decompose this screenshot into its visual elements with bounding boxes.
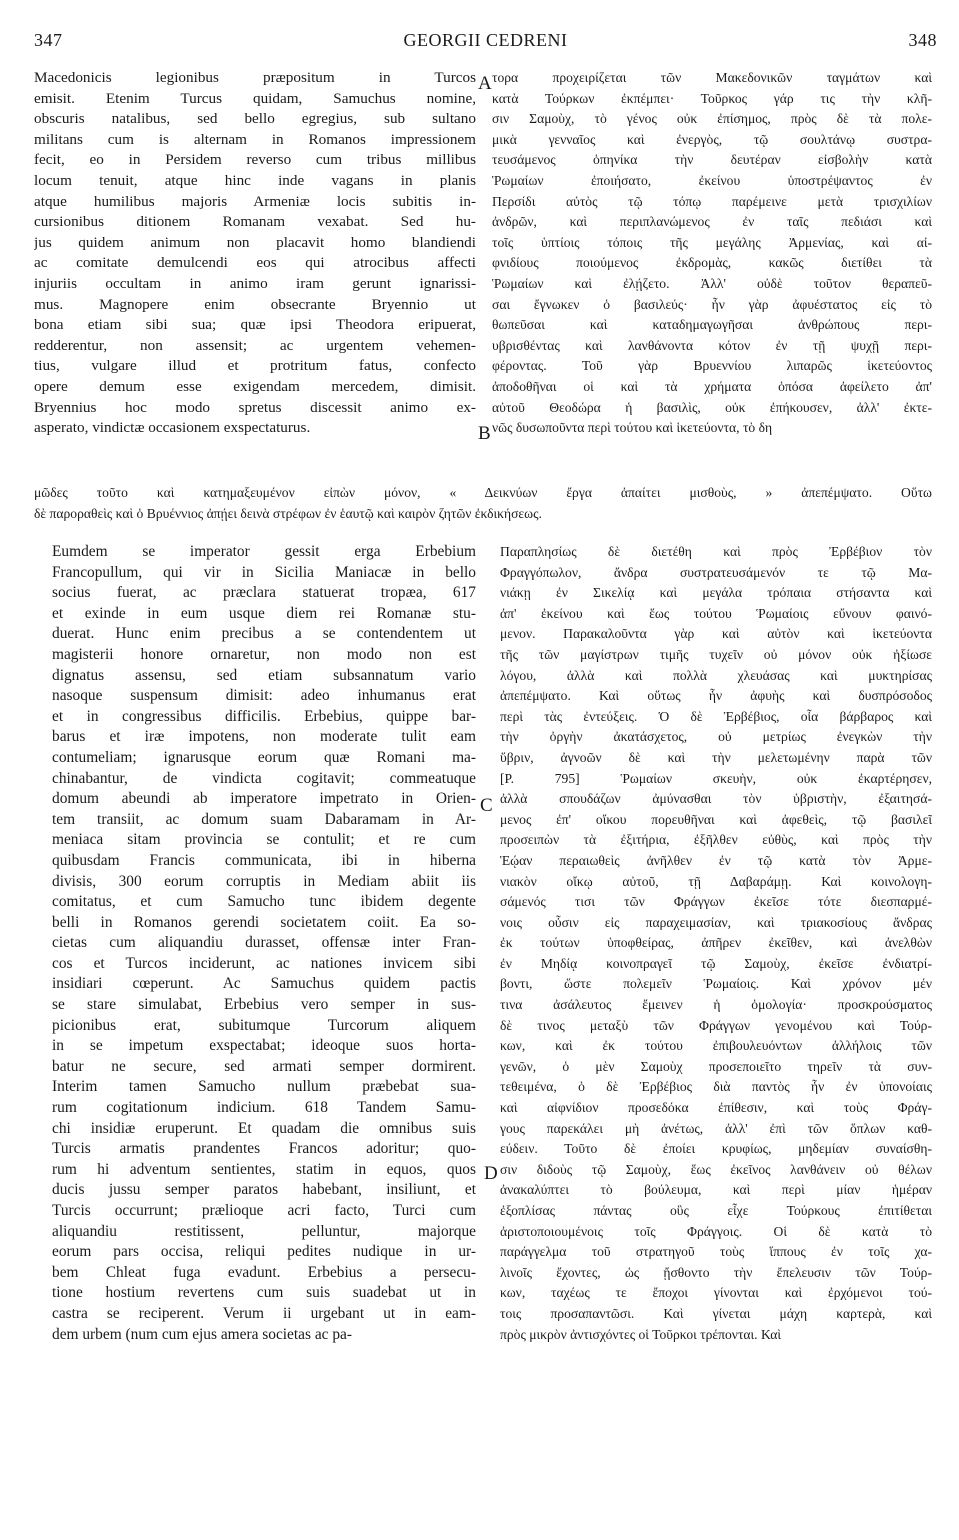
greek-full-width-lines: [34, 482, 932, 523]
greek-text-line: γους παρεκάλει μὴ ἀνέτως, ἀλλ' ἐπὶ τῶν ὅπλων καθ-: [500, 1120, 932, 1136]
greek-text-line: τῆς τῶν μαγίστρων τιμῆς τυχεῖν οὐ μόνον οὐκ ἠξίωσε: [500, 646, 932, 662]
greek-text-line: ἐξοπλίσας πάντας οὓς εἶχε Τούρκους ἐπιτίθεται: [500, 1203, 932, 1218]
greek-text-line: παράγγελμα τοῦ στρατηγοῦ τοὺς ἵππους ἐν τοῖς χα-: [500, 1244, 932, 1260]
greek-text-line: καὶ αἰφνίδιον προσεδόκα ἐπίθεσιν, καὶ τοὺς Φράγ-: [500, 1100, 932, 1116]
greek-text-line: ἀλλὰ σπουδάζων ἀμύνασθαι τὸν ὑβριστὴν, ἐξαιτησά-: [500, 791, 932, 807]
greek-text-line: δὲ τινος μεταξὺ τῶν Φράγγων γενομένου καὶ Τούρ-: [500, 1017, 932, 1033]
greek-text-line: Παραπλησίως δὲ διετέθη καὶ πρὸς Ἐρβέβιον τὸν: [500, 544, 932, 559]
greek-text-line: μικὰ γενναῖος καὶ ἐνεργὸς, τῷ σουλτάνῳ συστρα-: [492, 131, 932, 147]
greek-text-line: τευσάμενος ὁπηνίκα τὴν δευτέραν εἰσβολὴν κατὰ: [492, 152, 932, 168]
greek-text-line: κων, καὶ ἐκ τούτου ἐπιβουλευόντων ἀλλήλοις τῶν: [500, 1038, 932, 1054]
greek-text-line: γενῶν, ὁ μὲν Σαμοὺχ προσεποιεῖτο τηρεῖν τὰ συν-: [500, 1058, 932, 1074]
greek-span-line: μῶδες τοῦτο καὶ κατημαξευμένον εἰπὼν μόνον, « Δεικνύων ἔργα ἀπαίτει μισθοὺς, » ἀπεπέμψατο. Οὕτω: [34, 485, 932, 500]
greek-text-line: αὐτοῦ Θεοδώρα ἡ βασιλὶς, οὐκ ἐπήκουσεν, ἀλλ' ἐκτε-: [492, 399, 932, 415]
latin-text-line: magisterii honore ornaretur, non modo non est: [52, 645, 476, 663]
greek-text-line: ἀπ' ἐκείνου καὶ ἕως τούτου Ῥωμαίοις εὔνουν φαινό-: [500, 605, 932, 621]
latin-text-line: Francopullum, qui vir in Sicilia Maniacæ in bello: [52, 563, 476, 581]
latin-text-line: et in congressibus difficilis. Erbebius, quippe bar-: [52, 707, 476, 725]
latin-text-line: cietas cum aliquandiu durasset, offensæ inter Fran-: [52, 934, 476, 952]
greek-text-line: τεθειμένα, ὁ δὲ Ἐρβέβιος διὰ παντὸς ἦν ἐν ὑπονοίαις: [500, 1079, 932, 1095]
greek-text-line: νῶς δυσωποῦντα περὶ τούτου καὶ ἱκετεύοντα, τὸ δη: [492, 420, 773, 436]
greek-text-line: ἐκ τούτων ὑποφθείρας, ἀπῆρεν ἐκεῖθεν, καὶ ἀνελθὼν: [500, 935, 932, 951]
greek-text-line: ὕβριν, ἀγνοῶν δὲ καὶ τὴν μελετωμένην παρὰ τῶν: [500, 749, 932, 765]
margin-letter-c: C: [480, 795, 493, 816]
latin-text-line: Eumdem se imperator gessit erga Erbebium: [52, 543, 476, 560]
latin-text-line: Turcis armatis prandentes Francos adoritur; quo-: [52, 1140, 476, 1158]
latin-text-line: chinabantur, de vindicta cogitavit; commeatuque: [52, 769, 476, 787]
greek-text-line: κων, ταχέως τε ἔποχοι γίνονται καὶ ἐρχόμενοι τού-: [500, 1285, 932, 1301]
latin-text-line: quibusdam Francis communicata, ibi in hiberna: [52, 851, 476, 869]
latin-text-line: ac comitate demulcendi eos qui atrocibus affecti: [34, 254, 476, 272]
latin-column-bottom: [52, 541, 476, 1344]
greek-text-line: νιακὸν οἴκῳ αὐτοῦ, τῇ Δαβαράμῃ. Καὶ κοινολογη-: [500, 873, 932, 889]
right-page-number: 348: [908, 30, 937, 50]
greek-text-line: ἐν Μηδίᾳ κοινοπραγεῖ τῷ Σαμοὺχ, ἐκεῖσε ἐνδιατρί-: [500, 955, 932, 971]
greek-text-line: μενον. Παρακαλοῦντα γὰρ καὶ αὐτὸν καὶ ἱκετεύοντα: [500, 626, 932, 642]
latin-text-line: contumeliam; ignarusque eorum quæ Romani ma-: [52, 748, 476, 766]
latin-text-line: dem urbem (num cum ejus amera societas ac pa-: [52, 1325, 352, 1343]
latin-text-line: ducis jussu semper paratos habebant, insiliunt, et: [52, 1181, 476, 1199]
greek-text-line: φνιδίους ποιούμενος ἐκδρομὰς, κακῶς διετίθει τὰ: [492, 255, 932, 271]
margin-letter-b: B: [478, 423, 491, 444]
latin-text-line: duerat. Hunc enim precibus a se contendentem ut: [52, 625, 476, 643]
latin-text-line: tem transiit, ac domum suam Dabaramam in Ar-: [52, 810, 476, 828]
latin-text-line: bona etiam sibi sua; quæ ipsi Theodora eripuerat,: [34, 316, 476, 334]
greek-text-line: ἀνακαλύπτει τὸ βούλευμα, καὶ περὶ μίαν ἡμέραν: [500, 1182, 932, 1198]
latin-text-line: fecit, eo in Persidem reverso cum tribus millibus: [34, 151, 476, 169]
latin-text-line: aliquandiu restitissent, pelluntur, majorque: [52, 1222, 476, 1240]
greek-column-top: [492, 68, 932, 439]
greek-text-line: τὴν ὀργὴν ἀκατάσχετος, οὐ μετρίως ἐνεγκὼν τὴν: [500, 729, 932, 745]
running-title: GEORGII CEDRENI: [403, 30, 568, 50]
latin-text-line: cursionibus ditionem Romanam vexabat. Sed hu-: [34, 213, 476, 231]
greek-column-bottom: [500, 541, 932, 1344]
latin-text-line: Turcis occurrunt; prælioque acri facto, Turci cum: [52, 1202, 476, 1219]
latin-text-line: cos et Turcos inciderunt, ac nationes invicem sibi: [52, 954, 476, 972]
latin-text-line: in se impetum exspectabat; ideoque suos horta-: [52, 1037, 476, 1055]
latin-text-line: eorum pars occisa, reliqui pedites nudique in ur-: [52, 1243, 476, 1261]
latin-text-line: mus. Magnopere enim obsecrante Bryennio ut: [34, 295, 476, 313]
greek-text-line: εύδειν. Τοῦτο δὲ ἐποίει κρυφίως, μηδεμίαν συναίσθη-: [500, 1141, 932, 1157]
latin-text-line: jus quidem animum non placavit homo blandiendi: [34, 233, 476, 251]
latin-text-line: belli in Romanos gerendi societatem coiit. Ea so-: [52, 913, 476, 931]
greek-text-line: σάμενός τισι τῶν Φράγγων ἐκεῖσε τότε διεσπαρμέ-: [500, 894, 932, 910]
latin-text-line: comitatus, et cum Samucho tunc ibidem degente: [52, 893, 476, 911]
latin-text-line: atque humilibus majoris Armeniæ locis subitis in-: [34, 192, 476, 210]
greek-text-line: πρὸς μικρὸν ἀντισχόντες οἱ Τοῦρκοι τρέπονται. Καὶ: [500, 1326, 782, 1342]
latin-text-line: insidiari cœperunt. Ac Samuchus quidem pactis: [52, 975, 476, 993]
latin-text-line: nasoque suspensum dimisit: adeo inhumanus erat: [52, 687, 476, 705]
latin-text-line: bem Chleat fuga evadunt. Erbebius a persecu-: [52, 1263, 476, 1281]
greek-text-line: ἀποδοθῆναι οἱ καὶ τὰ χρήματα ὁπόσα ἀφείλετο ἀπ': [492, 378, 932, 394]
latin-text-line: rum hi adventum sentientes, statim in equos, quos: [52, 1160, 476, 1178]
greek-text-line: σιν Σαμοὺχ, τὸ γένος οὐκ ἐπίσημος, πρὸς δὲ τὰ πολε-: [492, 111, 932, 127]
greek-text-line: τοῖς ὑπτίοις τόποις τῆς μεγάλης Ἀρμενίας, καὶ αἰ-: [492, 234, 932, 250]
greek-text-line: Περσίδι αὐτὸς τῷ τόπῳ παρέμεινε μετὰ τρισχιλίων: [492, 193, 932, 209]
greek-text-line: λινοῖς ἔχοντες, ὡς ᾔσθοντο τὴν ἔπελευσιν τῶν Τούρ-: [500, 1264, 932, 1280]
latin-text-line: tione hostium revertens cum suis suadebat ut in: [52, 1284, 476, 1302]
greek-text-line: Ἑῴαν περαιωθεὶς ἀνῆλθεν ἐν τῷ κατὰ τὸν Ἀρμε-: [500, 852, 932, 868]
greek-text-line: [P. 795] Ῥωμαίων σκευὴν, οὐκ ἐκαρτέρησεν,: [500, 770, 932, 786]
greek-text-line: σιν διδοὺς τῷ Σαμοὺχ, ἕως ἐκεῖνος λανθάνειν οὐ θέλων: [500, 1161, 932, 1177]
greek-text-line: Φραγγόπωλον, ἄνδρα συστρατευσάμενόν τε τῷ Μα-: [500, 564, 932, 580]
greek-span-line: δὲ παροραθεὶς καὶ ὁ Βρυέννιος ἀπῄει δεινὰ στρέφων ἐν ἑαυτῷ καὶ καιρὸν ζητῶν ἐκδικήσεως.: [34, 505, 542, 521]
margin-letter-a: A: [478, 73, 492, 94]
greek-text-line: ἀνδρῶν, καὶ περιπλανώμενος ἐν ταῖς πεδιάσι καὶ: [492, 214, 932, 230]
greek-text-line: τορα προχειρίζεται τῶν Μακεδονικῶν ταγμάτων καὶ: [492, 70, 932, 85]
latin-text-line: locum tenuit, atque hinc inde vagans in planis: [34, 171, 476, 189]
latin-text-line: chi insidiæ eruperunt. Et quadam die omnibus suis: [52, 1119, 476, 1137]
latin-text-line: se stare simulabat, Erbebius vero semper in sus-: [52, 996, 476, 1014]
greek-text-line: φέροντας. Τοῦ γὰρ Βρυεννίου λιπαρῶς ἱκετεύοντος: [492, 358, 932, 374]
running-header: [34, 30, 937, 56]
latin-text-line: Interim tamen Samucho nullum præbebat sua-: [52, 1078, 476, 1096]
latin-text-line: redderentur, non assensit; ac urgentem vehemen-: [34, 336, 476, 354]
greek-text-line: περὶ τὰς ἐντεύξεις. Ὁ δὲ Ἐρβέβιος, οἷα βάρβαρος καὶ: [500, 708, 932, 724]
latin-text-line: barus et iræ impotens, non moderate tulit eam: [52, 728, 476, 746]
latin-text-line: emisit. Etenim Turcus quidam, Samuchus nomine,: [34, 89, 476, 107]
greek-text-line: μενος ἐπ' οἴκου πορευθῆναι καὶ ἀφεθεὶς, τῷ βασιλεῖ: [500, 811, 932, 827]
latin-text-line: castra se reciperent. Verum ii urgebant ut in eam-: [52, 1304, 476, 1322]
latin-text-line: Bryennius hoc modo spretus discessit animo ex-: [34, 398, 476, 416]
greek-text-line: κατὰ Τούρκων ἐκπέμπει· Τοῦρκος γάρ τις τὴν κλῆ-: [492, 90, 932, 106]
greek-text-line: θωπεῦσαι καὶ καταδημαγωγῆσαι ἀνθρώπους περι-: [492, 317, 932, 333]
greek-text-line: ἀπεπέμψατο. Καὶ οὕτως ἦν ἀφυὴς καὶ δυσπρόσοδος: [500, 688, 932, 704]
latin-text-line: militans cum is alternam in Romanos impressionem: [34, 130, 476, 148]
latin-text-line: asperato, vindictæ occasionem exspectaturus.: [34, 419, 311, 437]
latin-text-line: tius, vulgare illud et protritum fatus, confecto: [34, 357, 476, 375]
greek-text-line: Ῥωμαίων καὶ ἐλῄζετο. Ἀλλ' οὐδὲ τοῦτον θεραπεῦ-: [492, 275, 932, 291]
latin-text-line: domum abeundi ab imperatore impetrato in Orien-: [52, 790, 476, 808]
greek-text-line: Ῥωμαίων ἐποιήσατο, ἐκείνου ὑποστρέψαντος ἐν: [492, 172, 932, 188]
greek-text-line: τοις προσαπαντῶσι. Καὶ γίνεται μάχη καρτερὰ, καὶ: [500, 1305, 932, 1321]
latin-text-line: dignatus assensu, sed etiam subsannatum vario: [52, 666, 476, 684]
latin-text-line: injuriis occultam in animo iram gerunt ignarissi-: [34, 274, 476, 292]
greek-text-line: τινα ἀσάλευτος ἔμεινεν ἡ ὁμολογία· προσκρούσματος: [500, 997, 932, 1013]
latin-text-line: socius fuerat, ac præclara statuerat tropæa, 617: [52, 584, 476, 602]
greek-text-line: σαι ἔγνωκεν ὁ βασιλεύς· ἦν γὰρ ἀφυέστατος εἰς τὸ: [492, 296, 932, 312]
greek-text-line: προσειπὼν τὰ ἐξιτήρια, ἐξῆλθεν εὐθὺς, καὶ πρὸς τὴν: [500, 832, 932, 848]
latin-text-line: batur ne secure, sed armati semper dormirent.: [52, 1057, 476, 1075]
greek-text-line: υβρισθέντας καὶ λανθάνοντα κότον ἐν τῇ ψυχῇ περι-: [492, 337, 932, 353]
greek-text-line: νιάκῃ ἐν Σικελίᾳ καὶ μεγάλα τρόπαια στήσαντα καὶ: [500, 585, 932, 601]
left-page-number: 347: [34, 30, 63, 50]
latin-text-line: divisis, 300 eorum corruptis in Mediam abiit iis: [52, 872, 476, 890]
latin-text-line: opere demum esse exigendam mercedem, dimisit.: [34, 377, 476, 395]
greek-text-line: ἀριστοποιουμένοις τοῖς Φράγγοις. Οἱ δὲ κατὰ τὸ: [500, 1223, 932, 1239]
latin-text-line: picionibus erat, subitumque Turcorum aliquem: [52, 1016, 476, 1034]
latin-text-line: rum cogitationum indicium. 618 Tandem Samu-: [52, 1099, 476, 1117]
greek-text-line: βοντι, ὥστε πολεμεῖν Ῥωμαίοις. Καὶ χρόνον μέν: [500, 976, 932, 992]
latin-column-top: [34, 68, 476, 439]
latin-text-line: et exinde in eum usque diem rei Romanæ stu-: [52, 604, 476, 622]
latin-text-line: obscuris natalibus, sed bello egregius, sub sultano: [34, 110, 476, 128]
margin-letter-d: D: [484, 1163, 498, 1184]
greek-text-line: λόγου, ἀλλὰ καὶ πολλὰ χλευάσας καὶ μυκτηρίσας: [500, 667, 932, 683]
latin-text-line: Macedonicis legionibus præpositum in Turcos: [34, 69, 476, 86]
latin-text-line: meniaca sitam provincia se contulit; et re cum: [52, 831, 476, 849]
greek-text-line: νοις οὖσιν εἰς παραχειμασίαν, καὶ τριακοσίους ἄνδρας: [500, 914, 932, 930]
